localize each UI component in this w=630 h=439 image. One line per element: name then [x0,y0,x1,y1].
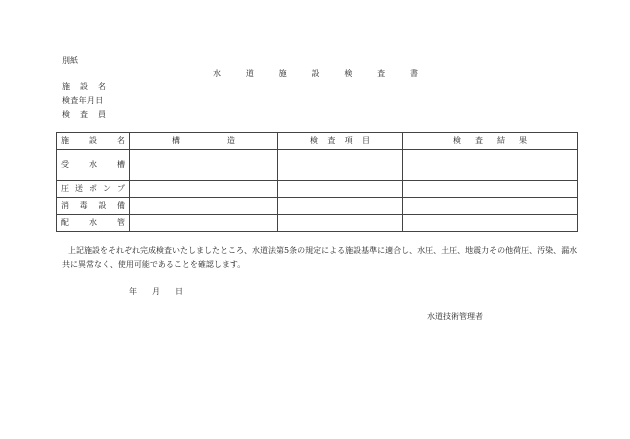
signer-title: 水道技術管理者 [427,312,483,321]
cell-structure[interactable] [130,150,278,181]
row-label-pump: 圧 送 ポ ン プ [57,181,130,198]
statement-text: 上記施設をそれぞれ完成検査いたしましたところ、水道法第5条の規定による施設基準に適合し、水圧、土圧、地震力その他荷圧、汚染、漏水共に異常なく、使用可能であることを確認します。 [62,246,578,269]
field-facility-name: 施 設 名 [62,82,106,91]
cell-structure[interactable] [130,215,278,232]
cell-inspection-result[interactable] [403,198,578,215]
cell-inspection-result[interactable] [403,215,578,232]
field-inspector: 検 査 員 [62,110,106,119]
header-inspection-items: 検 査 項 目 [278,133,403,150]
row-label-disinfection: 消 毒 設 備 [57,198,130,215]
document-title: 水 道 施 設 検 査 書 [213,69,418,78]
row-label-distribution-pipe: 配 水 管 [57,215,130,232]
cell-inspection-item[interactable] [278,198,403,215]
row-label-water-tank: 受 水 槽 [57,150,130,181]
table-header-row [57,133,578,150]
cell-inspection-result[interactable] [403,181,578,198]
table-row [57,198,578,215]
annex-label: 別紙 [62,56,78,65]
date-line: 年 月 日 [129,287,183,296]
cell-inspection-item[interactable] [278,215,403,232]
table-row [57,215,578,232]
cell-inspection-result[interactable] [403,150,578,181]
cell-inspection-item[interactable] [278,150,403,181]
header-facility: 施 設 名 [57,133,130,150]
inspection-table [56,132,578,232]
header-inspection-results: 検 査 結 果 [403,133,578,150]
header-structure: 構 造 [130,133,278,150]
cell-structure[interactable] [130,198,278,215]
cell-structure[interactable] [130,181,278,198]
cell-inspection-item[interactable] [278,181,403,198]
table-row [57,150,578,181]
field-inspection-date: 検査年月日 [62,96,104,105]
table-row [57,181,578,198]
